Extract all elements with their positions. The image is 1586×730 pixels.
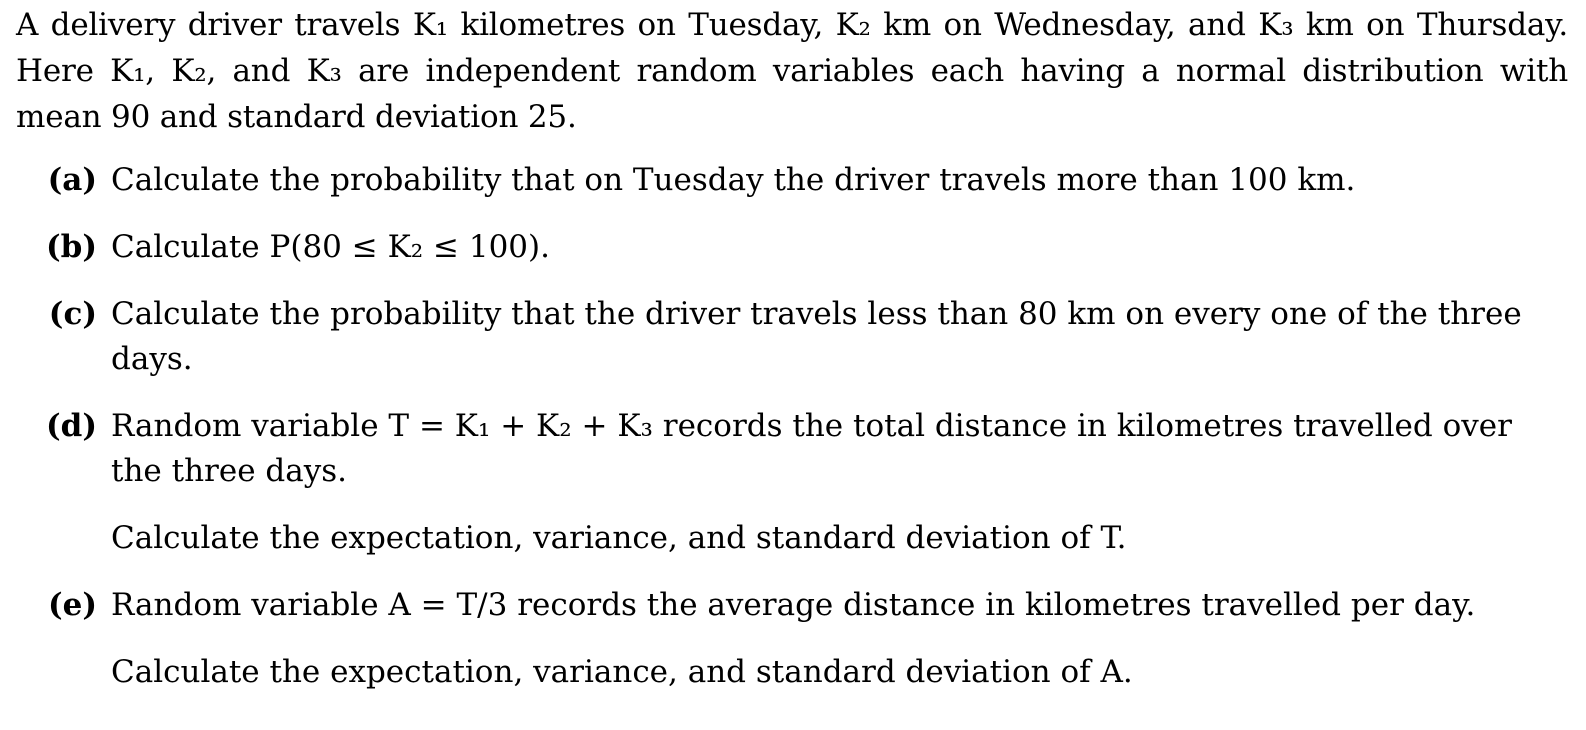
part-text: Random variable A = T/3 records the average distance in kilometres travelled per day. <box>111 587 1476 623</box>
part-c <box>16 292 1568 382</box>
part-body <box>111 225 1568 270</box>
part-d <box>16 404 1568 561</box>
part-e <box>16 583 1568 695</box>
part-followup: Calculate the expectation, variance, and standard deviation of T. <box>111 520 1127 556</box>
part-body <box>111 158 1568 203</box>
part-label: (e) <box>47 587 97 623</box>
part-b <box>16 225 1568 270</box>
part-label: (a) <box>47 162 97 198</box>
part-text: Calculate the probability that the driver travels less than 80 km on every one of the three days. <box>111 296 1522 377</box>
question-parts <box>16 158 1568 695</box>
part-text: Random variable T = K₁ + K₂ + K₃ records the total distance in kilometres travelled over the three days. <box>111 408 1512 489</box>
part-label: (c) <box>48 296 97 332</box>
part-text: Calculate the probability that on Tuesday the driver travels more than 100 km. <box>111 162 1356 198</box>
part-label: (d) <box>45 408 97 444</box>
part-body <box>111 404 1568 561</box>
part-text: Calculate P(80 ≤ K₂ ≤ 100). <box>111 229 550 265</box>
question-intro: A delivery driver travels K₁ kilometres on Tuesday, K₂ km on Wednesday, and K₃ km on Thursday. Here K₁, K₂, and K₃ are independent random variables each having a normal distribution with mean 90 and standard deviation 25. <box>16 7 1568 135</box>
part-label: (b) <box>45 229 97 265</box>
part-followup: Calculate the expectation, variance, and standard deviation of A. <box>111 654 1133 690</box>
part-body <box>111 583 1568 695</box>
part-body <box>111 292 1568 382</box>
part-a <box>16 158 1568 203</box>
